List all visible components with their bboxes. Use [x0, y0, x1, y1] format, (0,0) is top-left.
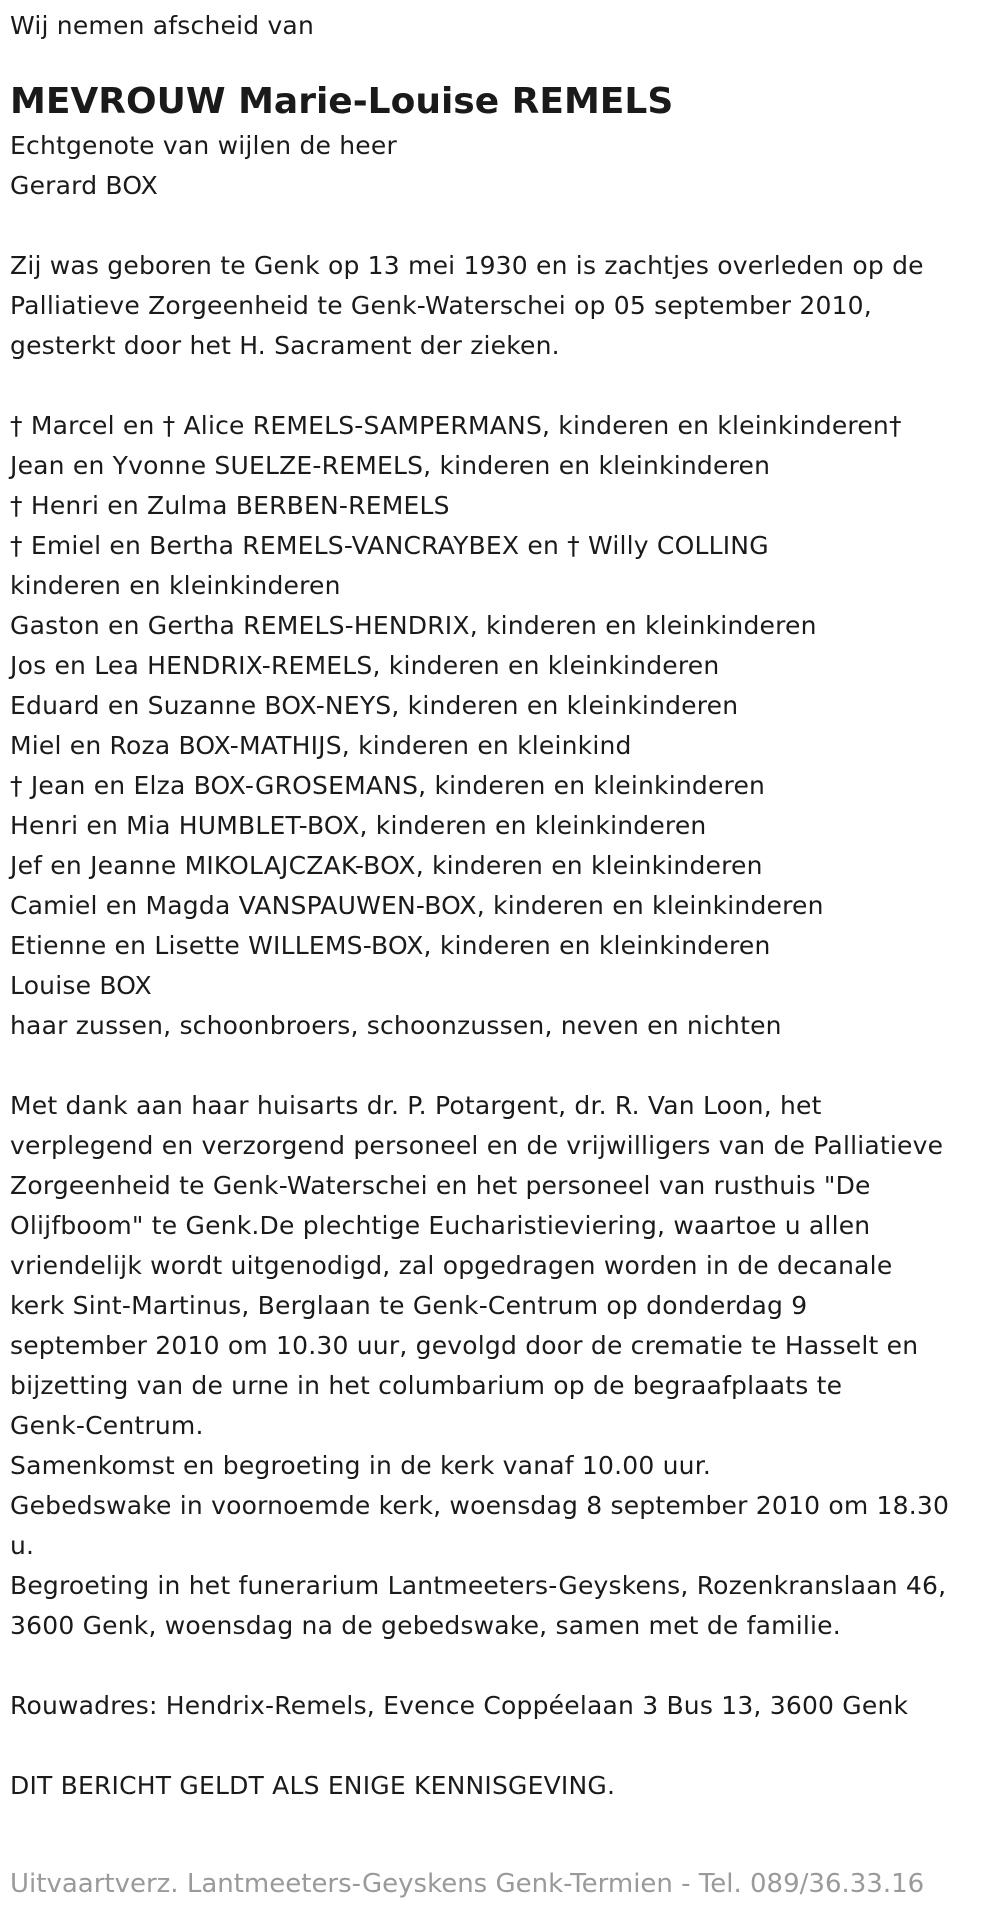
- spacer: [10, 1726, 990, 1766]
- family-line: † Marcel en † Alice REMELS-SAMPERMANS, kinderen en kleinkinderen†: [10, 411, 902, 440]
- birth-paragraph: [10, 246, 990, 366]
- family-line: † Emiel en Bertha REMELS-VANCRAYBEX en † Willy COLLING: [10, 531, 769, 560]
- spouse-line-2: Gerard BOX: [10, 171, 158, 200]
- family-line: Eduard en Suzanne BOX-NEYS, kinderen en kleinkinderen: [10, 691, 739, 720]
- deceased-name: MEVROUW Marie-Louise REMELS: [10, 81, 674, 122]
- birth-line: Zij was geboren te Genk op 13 mei 1930 en is zachtjes overleden op de: [10, 251, 924, 280]
- spacer: [10, 366, 990, 406]
- thanks-line: Met dank aan haar huisarts dr. P. Potargent, dr. R. Van Loon, het: [10, 1091, 822, 1120]
- spacer: [10, 206, 990, 246]
- family-line: Camiel en Magda VANSPAUWEN-BOX, kinderen en kleinkinderen: [10, 891, 824, 920]
- thanks-line: september 2010 om 10.30 uur, gevolgd door de crematie te Hasselt en: [10, 1331, 919, 1360]
- thanks-paragraph: [10, 1086, 990, 1646]
- intro-text: Wij nemen afscheid van: [10, 11, 314, 40]
- spouse-line-1: Echtgenote van wijlen de heer: [10, 131, 397, 160]
- family-line: Jef en Jeanne MIKOLAJCZAK-BOX, kinderen en kleinkinderen: [10, 851, 763, 880]
- family-line: Henri en Mia HUMBLET-BOX, kinderen en kleinkinderen: [10, 811, 707, 840]
- obituary-notice: [0, 6, 1000, 1916]
- birth-line: Palliatieve Zorgeenheid te Genk-Waterschei op 05 september 2010,: [10, 291, 872, 320]
- thanks-line: verplegend en verzorgend personeel en de vrijwilligers van de Palliatieve: [10, 1131, 944, 1160]
- mourning-address: Rouwadres: Hendrix-Remels, Evence Coppéelaan 3 Bus 13, 3600 Genk: [10, 1691, 909, 1720]
- family-line: Etienne en Lisette WILLEMS-BOX, kinderen en kleinkinderen: [10, 931, 771, 960]
- family-line: Jos en Lea HENDRIX-REMELS, kinderen en kleinkinderen: [10, 651, 720, 680]
- family-line: kinderen en kleinkinderen: [10, 571, 341, 600]
- family-line: † Henri en Zulma BERBEN-REMELS: [10, 491, 450, 520]
- family-line: Louise BOX: [10, 971, 152, 1000]
- thanks-line: vriendelijk wordt uitgenodigd, zal opgedragen worden in de decanale: [10, 1251, 893, 1280]
- thanks-line: kerk Sint-Martinus, Berglaan te Genk-Centrum op donderdag 9: [10, 1291, 808, 1320]
- thanks-line: Olijfboom" te Genk.De plechtige Eucharistieviering, waartoe u allen: [10, 1211, 871, 1240]
- birth-line: gesterkt door het H. Sacrament der zieken.: [10, 331, 560, 360]
- funeral-home-footer: Uitvaartverz. Lantmeeters-Geyskens Genk-Termien - Tel. 089/36.33.16: [10, 1869, 925, 1899]
- thanks-line: Begroeting in het funerarium Lantmeeters-Geyskens, Rozenkranslaan 46,: [10, 1571, 947, 1600]
- thanks-line: bijzetting van de urne in het columbarium op de begraafplaats te: [10, 1371, 843, 1400]
- only-notice-text: DIT BERICHT GELDT ALS ENIGE KENNISGEVING.: [10, 1771, 616, 1800]
- thanks-line: 3600 Genk, woensdag na de gebedswake, samen met de familie.: [10, 1611, 841, 1640]
- thanks-line: u.: [10, 1531, 35, 1560]
- family-list: [10, 406, 990, 1046]
- thanks-line: Samenkomst en begroeting in de kerk vanaf 10.00 uur.: [10, 1451, 712, 1480]
- spacer: [10, 1046, 990, 1086]
- family-line: Gaston en Gertha REMELS-HENDRIX, kinderen en kleinkinderen: [10, 611, 817, 640]
- family-line: haar zussen, schoonbroers, schoonzussen, neven en nichten: [10, 1011, 782, 1040]
- thanks-line: Zorgeenheid te Genk-Waterschei en het personeel van rusthuis "De: [10, 1171, 871, 1200]
- family-line: † Jean en Elza BOX-GROSEMANS, kinderen en kleinkinderen: [10, 771, 766, 800]
- thanks-line: Gebedswake in voornoemde kerk, woensdag 8 september 2010 om 18.30: [10, 1491, 950, 1520]
- family-line: Miel en Roza BOX-MATHIJS, kinderen en kleinkind: [10, 731, 632, 760]
- family-line: Jean en Yvonne SUELZE-REMELS, kinderen en kleinkinderen: [10, 451, 771, 480]
- spacer: [10, 1646, 990, 1686]
- thanks-line: Genk-Centrum.: [10, 1411, 204, 1440]
